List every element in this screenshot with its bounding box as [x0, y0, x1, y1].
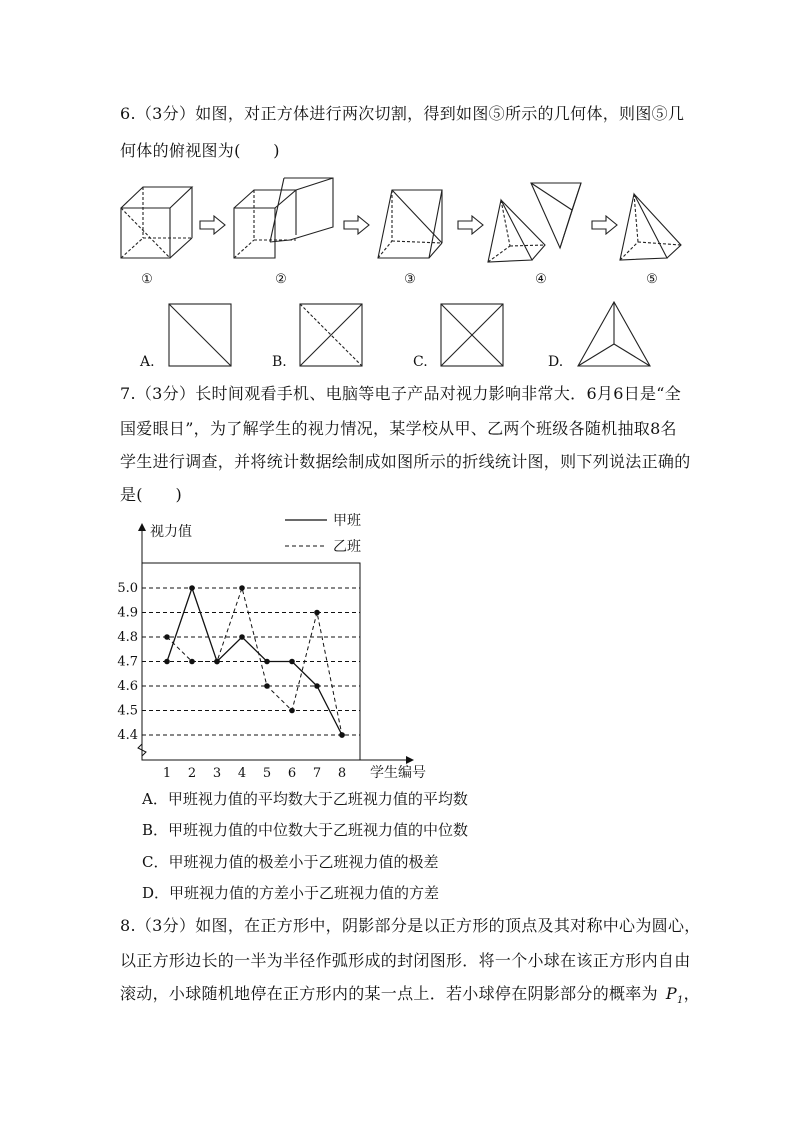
x-axis-label: 学生编号: [370, 765, 426, 781]
y-tick-label: 4.8: [117, 630, 138, 645]
option-c-label: C.: [413, 354, 428, 370]
legend-label-jia: 甲班: [333, 513, 361, 529]
y-tick-label: 4.6: [117, 679, 138, 694]
data-point-jia: [314, 683, 320, 689]
x-tick-label: 5: [262, 766, 272, 781]
x-tick-label: 1: [162, 766, 172, 781]
solid-figure-4: [488, 183, 581, 262]
q8-tail: ，: [683, 984, 700, 1003]
option-d-view: [578, 302, 650, 366]
q6-text-line2: 何体的俯视图为( ): [120, 141, 280, 160]
x-tick-label: 8: [337, 766, 347, 781]
option-c-view: [441, 304, 503, 366]
option-d-label: D.: [548, 354, 564, 370]
option-a-label: A.: [140, 354, 155, 370]
y-axis-label: 视力值: [150, 524, 192, 540]
figure-label-4: ④: [535, 272, 547, 287]
x-tick-label: 7: [312, 766, 322, 781]
option-b-label: B.: [272, 354, 287, 370]
arrow-3: [458, 216, 483, 234]
figure-label-5: ⑤: [646, 272, 658, 287]
vision-line-chart: [100, 505, 450, 785]
q6-figures: [0, 170, 794, 380]
q7-option-d: D．甲班视力值的方差小于乙班视力值的方差: [142, 884, 440, 902]
cube-figure-1: [121, 187, 192, 258]
data-point-jia: [239, 634, 245, 640]
q8-text-line3: [120, 981, 700, 1006]
q7-text-line1: 7.（3分）长时间观看手机、电脑等电子产品对视力影响非常大．6月6日是“全: [120, 384, 682, 403]
legend-label-yi: 乙班: [333, 539, 361, 555]
q8-text-line3-body: 滚动，小球随机地停在正方形内的某一点上．若小球停在阴影部分的概率为: [120, 984, 658, 1003]
p1-symbol: [665, 984, 684, 1007]
q7-text-line3: 学生进行调查，并将统计数据绘制成如图所示的折线统计图，则下列说法正确的: [120, 452, 691, 471]
p-subscript: 1: [676, 995, 684, 1007]
arrow-2: [344, 216, 369, 234]
data-point-yi: [314, 610, 320, 616]
arrow-4: [592, 216, 617, 234]
solid-figure-3: [378, 190, 442, 258]
x-tick-label: 4: [237, 766, 247, 781]
q7-option-a: A．甲班视力值的平均数大于乙班视力值的平均数: [142, 790, 468, 808]
data-point-jia: [289, 659, 295, 665]
option-a-view: [169, 304, 231, 366]
data-point-yi: [289, 708, 295, 714]
x-tick-label: 2: [187, 766, 197, 781]
q7-text-line2: 国爱眼日”，为了解学生的视力情况，某学校从甲、乙两个班级各随机抽取8名: [120, 419, 677, 438]
option-b-view: [300, 304, 362, 366]
data-point-yi: [239, 585, 245, 591]
y-tick-label: 4.7: [117, 654, 138, 670]
x-tick-label: 6: [287, 766, 297, 781]
data-point-yi: [214, 659, 220, 665]
figure-label-2: ②: [275, 272, 287, 287]
y-tick-label: 4.9: [117, 605, 138, 621]
cube-figure-2: [234, 178, 333, 258]
q7-option-b: B．甲班视力值的中位数大于乙班视力值的中位数: [142, 821, 469, 839]
y-tick-label: 5.0: [117, 581, 138, 596]
x-tick-label: 3: [212, 766, 222, 781]
q8-text-line1: 8.（3分）如图，在正方形中，阴影部分是以正方形的顶点及其对称中心为圆心，: [120, 916, 701, 935]
q7-option-c: C．甲班视力值的极差小于乙班视力值的极差: [142, 853, 439, 871]
data-point-yi: [164, 634, 170, 640]
q7-text-line4: 是( ): [120, 485, 182, 504]
q8-text-line2: 以正方形边长的一半为半径作弧形成的封闭图形．将一个小球在该正方形内自由: [120, 951, 691, 970]
legend: [285, 513, 361, 555]
figure-label-3: ③: [404, 272, 416, 287]
data-point-yi: [189, 659, 195, 665]
y-tick-label: 4.4: [117, 728, 138, 743]
data-point-jia: [164, 659, 170, 665]
data-point-jia: [189, 585, 195, 591]
data-point-jia: [264, 659, 270, 665]
data-point-yi: [264, 683, 270, 689]
arrow-1: [200, 216, 225, 234]
y-tick-label: 4.5: [117, 703, 138, 719]
data-point-yi: [339, 732, 345, 738]
q6-text-line1: 6.（3分）如图，对正方体进行两次切割，得到如图⑤所示的几何体，则图⑤几: [120, 104, 685, 123]
p-letter: P: [665, 984, 677, 1003]
solid-figure-5: [620, 194, 681, 260]
figure-label-1: ①: [141, 272, 153, 287]
